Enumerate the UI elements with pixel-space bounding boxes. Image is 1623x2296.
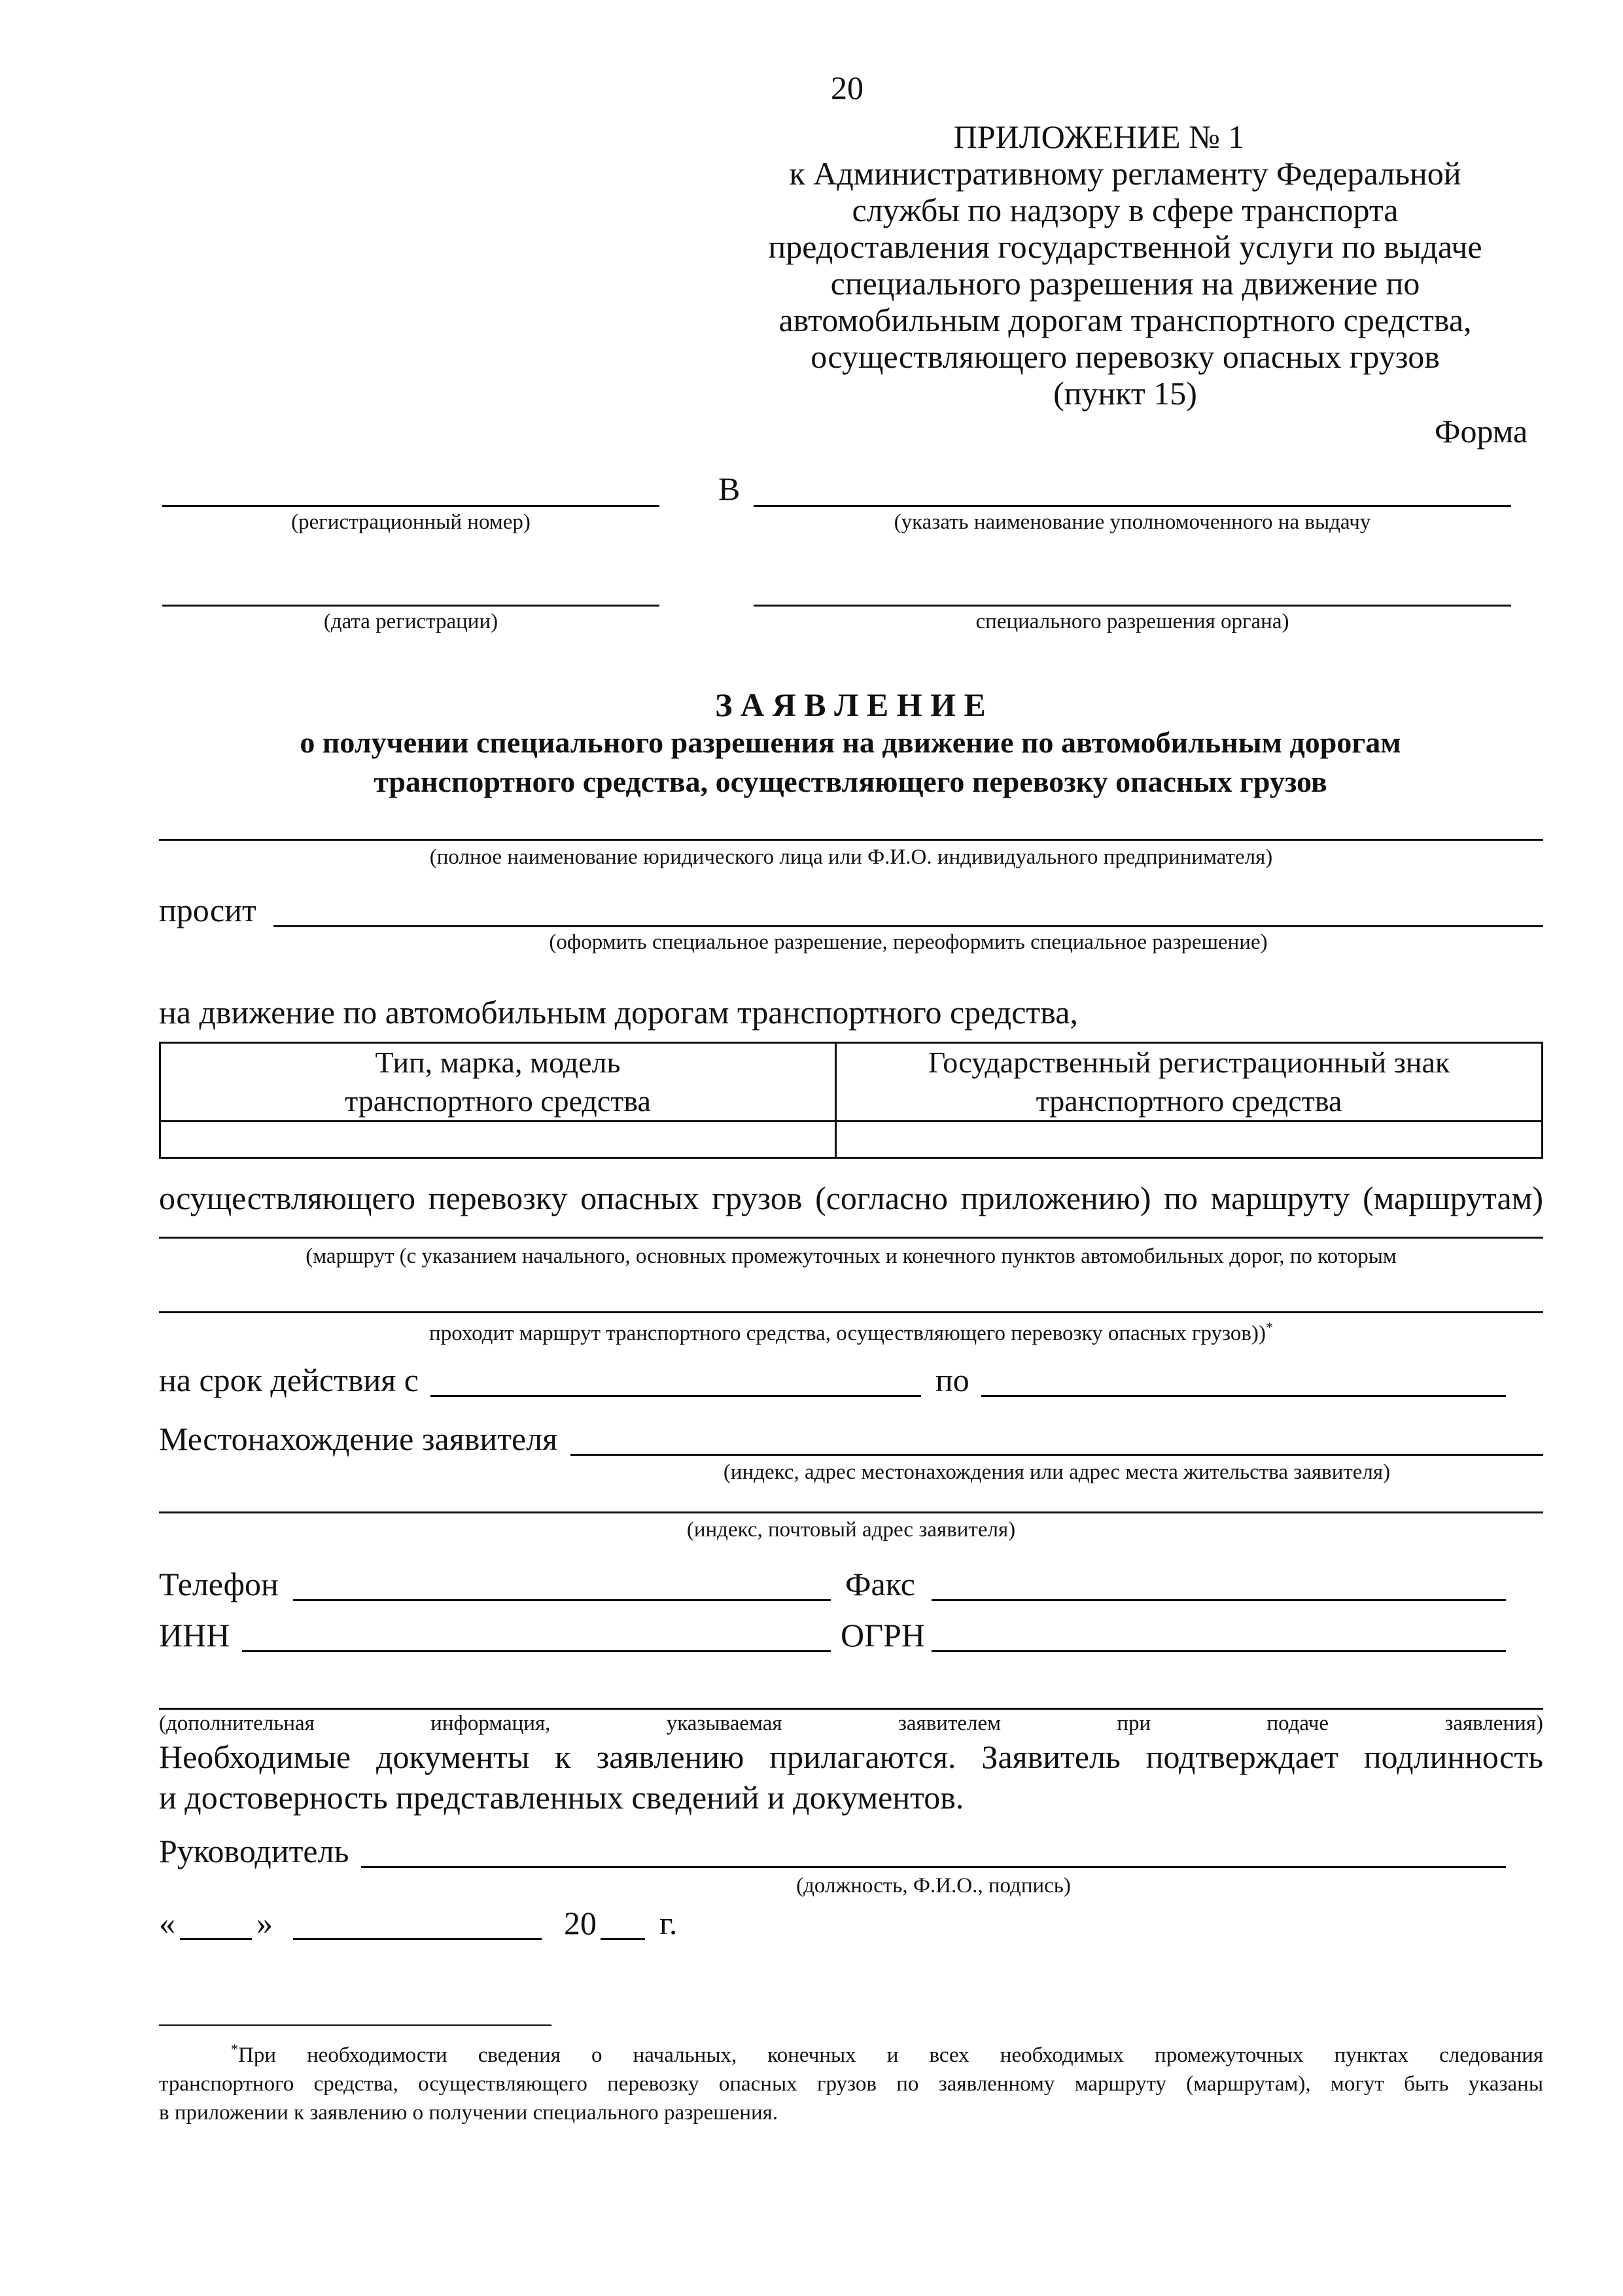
footnote-line-2: транспортного средства, осуществляющего перевозку опасных грузов по заявленному маршруту (маршрутам), могут быть указаны [159, 2072, 1543, 2096]
requests-label: просит [159, 892, 256, 928]
appendix-line: предоставления государственной услуги по выдаче [768, 228, 1482, 265]
fax-label: Факс [845, 1566, 915, 1602]
page-number: 20 [831, 69, 864, 106]
route-line-2[interactable] [159, 1311, 1543, 1313]
location-line[interactable] [570, 1454, 1543, 1456]
reg-date-line[interactable] [162, 605, 659, 607]
year-suffix: г. [659, 1905, 678, 1941]
docs-line-1: Необходимые документы к заявлению прилагаются. Заявитель подтверждает подлинность [159, 1739, 1543, 1775]
footnote-line-1: При необходимости сведения о начальных, конечных и всех необходимых промежуточных пунктах следования [238, 2043, 1543, 2067]
postal-line[interactable] [159, 1511, 1543, 1513]
head-signature-line[interactable] [361, 1866, 1506, 1868]
appendix-line: автомобильным дорогам транспортного средства, [778, 302, 1472, 338]
appendix-title: ПРИЛОЖЕНИЕ № 1 [953, 118, 1245, 155]
document-heading: З А Я В Л Е Н И Е [715, 686, 986, 723]
appendix-line: к Административному регламенту Федеральной [789, 155, 1461, 192]
reg-number-caption: (регистрационный номер) [291, 510, 531, 534]
additional-info-line[interactable] [159, 1708, 1543, 1710]
appendix-line: специального разрешения на движение по [830, 265, 1420, 302]
reg-plate-cell[interactable] [836, 1122, 1543, 1158]
docs-line-2: и достоверность представленных сведений и документов. [159, 1779, 964, 1816]
inn-label: ИНН [159, 1617, 230, 1653]
route-text: осуществляющего перевозку опасных грузов (согласно приложению) по маршруту (маршрутам) [159, 1180, 1543, 1216]
day-line[interactable] [180, 1938, 252, 1940]
requests-caption: (оформить специальное разрешение, переоформить специальное разрешение) [549, 930, 1268, 954]
to-prefix: В [718, 470, 741, 507]
route-caption-1: (маршрут (с указанием начального, основных промежуточных и конечного пунктов автомобильных дорог, по которым [305, 1245, 1397, 1268]
requests-line[interactable] [273, 925, 1543, 927]
date-close-quote: » [256, 1905, 273, 1941]
footnote [159, 2035, 1543, 2127]
date-open-quote: « [159, 1905, 175, 1941]
ogrn-label: ОГРН [841, 1617, 925, 1653]
validity-label: на срок действия с [159, 1362, 419, 1398]
appendix-line: службы по надзору в сфере транспорта [852, 192, 1399, 228]
footnote-line-3: в приложении к заявлению о получении специального разрешения. [159, 2101, 778, 2125]
authority-line-1[interactable] [754, 505, 1511, 507]
reg-plate-line-2: транспортного средства [1036, 1084, 1342, 1118]
footnote-line-1-wrap [159, 2035, 1543, 2070]
location-label: Местонахождение заявителя [159, 1421, 558, 1457]
route-caption-2-wrap [159, 1319, 1543, 1346]
validity-to-label: по [935, 1362, 969, 1398]
additional-info-word: при [1117, 1712, 1151, 1735]
additional-info-word: заявителем [898, 1712, 1002, 1735]
fax-line[interactable] [932, 1599, 1506, 1601]
reg-number-line[interactable] [162, 505, 659, 507]
head-caption: (должность, Ф.И.О., подпись) [796, 1874, 1071, 1898]
footnote-marker: * [231, 2041, 238, 2057]
additional-info-word: указываемая [666, 1712, 782, 1735]
vehicle-table [159, 1042, 1543, 1159]
year-line[interactable] [601, 1938, 645, 1940]
reg-date-caption: (дата регистрации) [323, 610, 498, 633]
reg-plate-line-1: Государственный регистрационный знак [928, 1046, 1450, 1080]
table-header-vehicle-type [160, 1043, 836, 1122]
ogrn-line[interactable] [932, 1650, 1506, 1652]
appendix-line: (пункт 15) [1053, 375, 1197, 412]
document-subtitle-2: транспортного средства, осуществляющего перевозку опасных грузов [374, 765, 1327, 798]
location-caption: (индекс, адрес местонахождения или адрес места жительства заявителя) [723, 1460, 1391, 1484]
month-line[interactable] [293, 1938, 542, 1940]
table-header-reg-plate [836, 1043, 1543, 1122]
validity-from-line[interactable] [430, 1395, 921, 1397]
document-subtitle-1: о получении специального разрешения на движение по автомобильным дорогам [300, 726, 1401, 759]
head-label: Руководитель [159, 1833, 349, 1869]
additional-info-word: (дополнительная [159, 1712, 315, 1735]
form-label: Форма [1435, 413, 1528, 450]
postal-caption: (индекс, почтовый адрес заявителя) [686, 1518, 1016, 1542]
authority-caption-1: (указать наименование уполномоченного на выдачу [894, 510, 1371, 534]
vehicle-type-line-2: транспортного средства [345, 1084, 651, 1118]
applicant-caption: (полное наименование юридического лица или Ф.И.О. индивидуального предпринимателя) [429, 845, 1273, 869]
additional-info-word: заявления) [1444, 1712, 1543, 1735]
authority-line-2[interactable] [754, 605, 1511, 607]
phone-line[interactable] [293, 1599, 831, 1601]
footnote-separator [159, 2024, 551, 2026]
route-asterisk: * [1265, 1319, 1273, 1335]
inn-line[interactable] [242, 1650, 831, 1652]
vehicle-type-cell[interactable] [160, 1122, 836, 1158]
movement-text: на движение по автомобильным дорогам транспортного средства, [159, 994, 1078, 1031]
validity-to-line[interactable] [981, 1395, 1506, 1397]
authority-caption-2: специального разрешения органа) [975, 610, 1289, 633]
appendix-line: осуществляющего перевозку опасных грузов [811, 338, 1440, 375]
route-line-1[interactable] [159, 1237, 1543, 1239]
phone-label: Телефон [159, 1566, 279, 1602]
year-prefix: 20 [564, 1905, 597, 1941]
route-caption-2: проходит маршрут транспортного средства, осуществляющего перевозку опасных грузов)) [429, 1322, 1266, 1345]
additional-info-word: подаче [1266, 1712, 1329, 1735]
additional-info-caption [159, 1712, 1543, 1736]
applicant-name-line[interactable] [159, 839, 1543, 841]
vehicle-type-line-1: Тип, марка, модель [375, 1046, 621, 1080]
additional-info-word: информация, [430, 1712, 551, 1735]
